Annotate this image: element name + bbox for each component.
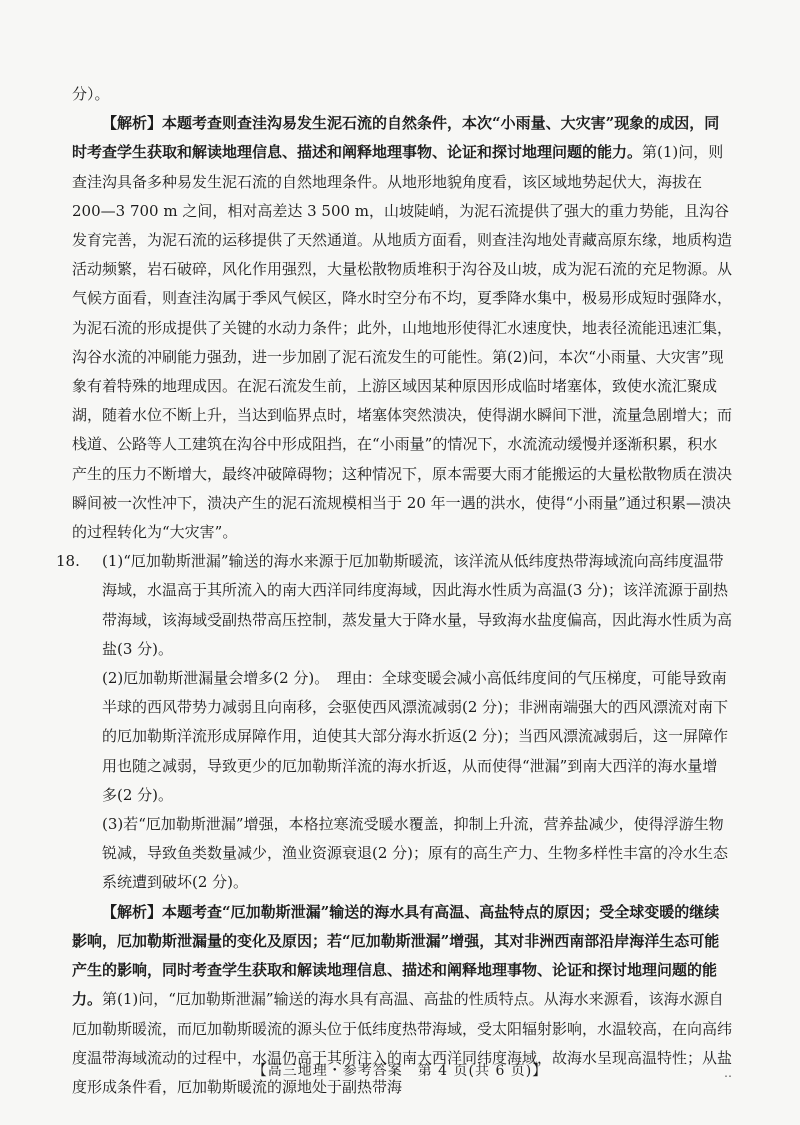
analysis-17 bbox=[72, 109, 732, 547]
question-18-number: 18. bbox=[56, 552, 80, 571]
previous-answer-tail: 分）。 bbox=[72, 85, 110, 103]
question-18-answer bbox=[56, 547, 733, 897]
analysis-18-body: 第(1)问，“厄加勒斯泄漏”输送的海水具有高温、高盐的性质特点。从海水来源看，该海水源自厄加勒斯暖流，而厄加勒斯暖流的源头位于低纬度热带海域，受太阳辐射影响，水温较高，在向高纬度温带海域流动的过程中，水温仍高于其所注入的南大西洋同纬度海域，故海水呈现高温特性；从盐度形成条件看，厄加勒斯暖流的源地处于副热带海 bbox=[72, 990, 733, 1096]
analysis-17-heading: 【解析】本题考查则查洼沟易发生泥石流的自然条件，本次“小雨量、大灾害”现象的成因，同时考查学生获取和解读地理信息、描述和阐释地理事物、论证和探讨地理问题的能力。 bbox=[72, 114, 720, 162]
page-content bbox=[56, 80, 733, 1102]
analysis-17-body: 第(1)问，则查洼沟具备多种易发生泥石流的自然地理条件。从地形地貌角度看，该区域地势起伏大，海拔在 200—3 700 m 之间，相对高差达 3 500 m，山坡陡峭，为泥石流提供了强大的重力势能，且沟谷发育完善，为泥石流的运移提供了天然通道。从地质方面看，则查洼沟地处青藏高原东缘，地质构造活动频繁，岩石破碎，风化作用强烈，大量松散物质堆积于沟谷及山坡，成为泥石流的充足物源。从气候方面看，则查洼沟属于季风气候区，降水时空分布不均，夏季降水集中，极易形成短时强降水，为泥石流的形成提供了关键的水动力条件；此外，山地地形使得汇水速度快，地表径流能迅速汇集，沟谷水流的冲刷能力强劲，进一步加剧了泥石流发生的可能性。第(2)问，本次“小雨量、大灾害”现象有着特殊的地理成因。在泥石流发生前，上游区域因某种原因形成临时堵塞体，致使水流汇聚成湖，随着水位不断上升，当达到临界点时，堵塞体突然溃决，使得湖水瞬间下泄，流量急剧增大；而栈道、公路等人工建筑在沟谷中形成阻挡，在“小雨量”的情况下，水流流动缓慢并逐渐积累，积水产生的压力不断增大，最终冲破障碍物；这种情况下，原本需要大雨才能搬运的大量松散物质在溃决瞬间被一次性冲下，溃决产生的泥石流规模相当于 20 年一遇的洪水，使得“小雨量”通过积累—溃决的过程转化为“大灾害”。 bbox=[72, 143, 733, 542]
answer-18-part-1: (1)“厄加勒斯泄漏”输送的海水来源于厄加勒斯暖流，该洋流从低纬度热带海域流向高纬度温带海域，水温高于其所流入的南大西洋同纬度海域，因此海水性质为高温(3 分)；该洋流源于副热带海域，该海域受副热带高压控制，蒸发量大于降水量，导致海水盐度偏高，因此海水性质为高盐(3 分)。 bbox=[102, 552, 733, 658]
answer-18-part-2: (2)厄加勒斯泄漏量会增多(2 分)。 理由：全球变暖会减小高低纬度间的气压梯度，可能导致南半球的西风带势力减弱且向南移，会驱使西风漂流减弱(2 分)；非洲南端强大的西风漂流对南下的厄加勒斯洋流形成屏障作用，迫使其大部分海水折返(2 分)；当西风漂流减弱后，这一屏障作用也随之减弱，导致更少的厄加勒斯洋流的海水折返，从而使得“泄漏”到南大西洋的海水量增多(2 分)。 bbox=[102, 669, 729, 804]
page-footer: 【高三地理・参考答案 第 4 页(共 6 页)】 bbox=[252, 1063, 548, 1079]
answer-18-part-3: (3)若“厄加勒斯泄漏”增强，本格拉寒流受暖水覆盖，抑制上升流，营养盐减少，使得浮游生物锐减，导致鱼类数量减少，渔业资源衰退(2 分)；原有的高生产力、生物多样性丰富的冷水生态系统遭到破坏(2 分)。 bbox=[102, 815, 729, 892]
analysis-18-heading: 【解析】本题考查“厄加勒斯泄漏”输送的海水具有高温、高盐特点的原因；受全球变暖的继续影响，厄加勒斯泄漏量的变化及原因；若“厄加勒斯泄漏”增强，其对非洲西南部沿岸海洋生态可能产生的影响，同时考查学生获取和解读地理信息、描述和阐释地理事物、论证和探讨地理问题的能力。 bbox=[72, 902, 720, 1009]
corner-mark: ‥ bbox=[724, 1066, 733, 1080]
